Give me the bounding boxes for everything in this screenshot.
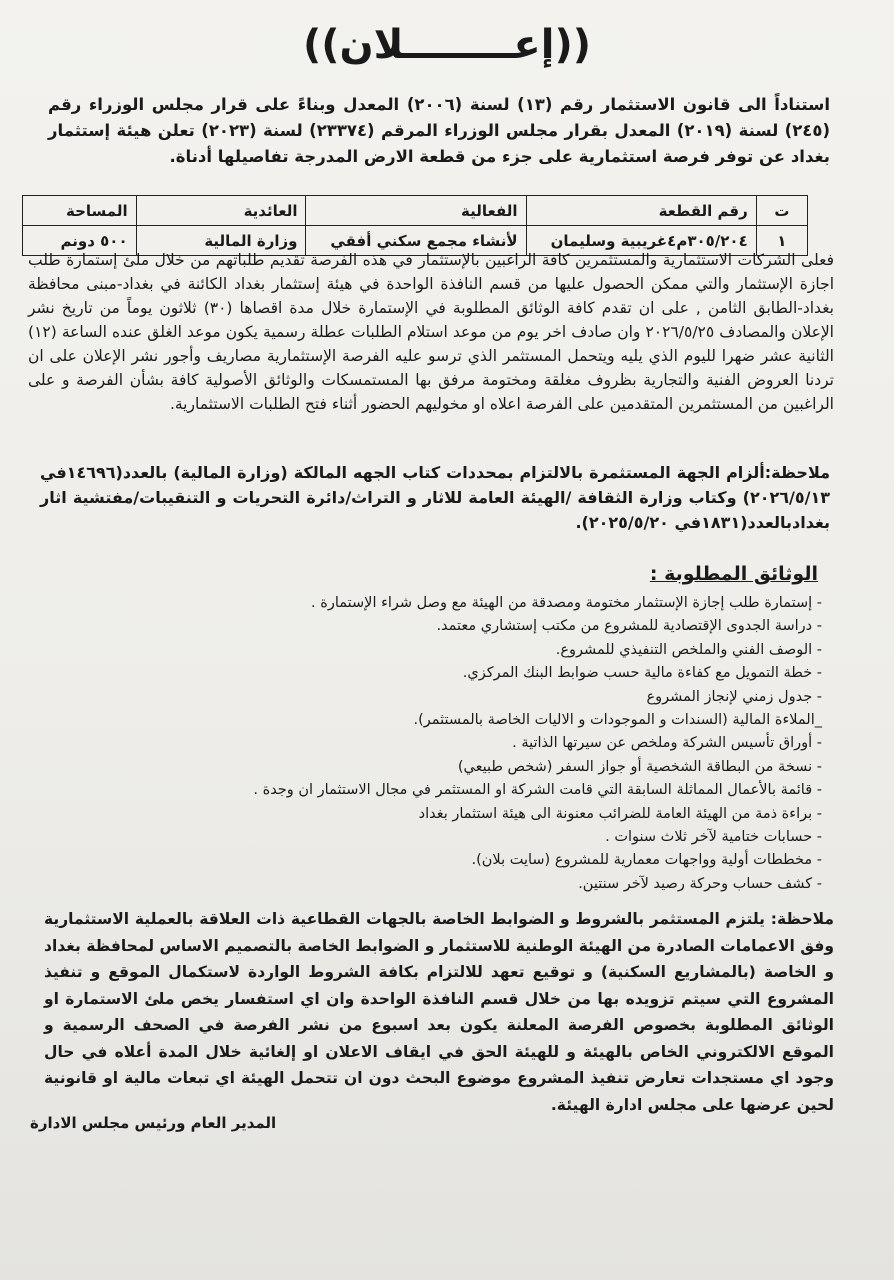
list-item: - جدول زمني لإنجاز المشروع (646, 688, 822, 705)
list-item: - نسخة من البطاقة الشخصية أو جواز السفر (شخص طبيعي) (457, 758, 822, 775)
submission-paragraph: فعلى الشركات الاستثمارية والمستثمرين كافة الراغبين بالإستثمار في هذه الفرصة تقديم طلباتهم من خلال ملئ إستمارة طلب اجازة الإستثمار والتي ممكن الحصول عليها من قسم النافذة الواحدة في هيئة إستثمار بغداد الكائنة في بغداد-مبنى محافظة بغداد-الطابق الثامن , على ان تقدم كافة الوثائق المطلوبة في الإستمارة خلال مدة اقصاها (٣٠) ثلاثون يوماً من تاريخ نشر الإعلان والمصادف ٢٠٢٦/٥/٢٥ وان صادف اخر يوم من موعد استلام الطلبات عطلة رسمية يكون موعد الغلق عنده الساعة (١٢) الثانية عشر ضهرا لليوم الذي يليه ويتحمل المستثمر الذي ترسو عليه الفرصة الإستثمارية مصاريف وأجور نشر الإعلان على ان تردنا العروض الفنية والتجارية بظروف مغلقة ومختومة مرفق بها المستمسكات والوثائق الأصولية كافة بشأن الفرصة و على الراغبين من المستثمرين المتقدمين على الفرصة اعلاه او مخوليهم الحضور أثناء فتح الطلبات الاستثمارية. (28, 251, 834, 413)
list-item: - حسابات ختامية لآخر ثلاث سنوات . (605, 829, 822, 846)
intro-paragraph: استناداً الى قانون الاستثمار رقم (١٣) لسنة (٢٠٠٦) المعدل وبناءً على قرار مجلس الوزراء رقم (٢٤٥) لسنة (٢٠١٩) المعدل بقرار مجلس الوزراء المرقم (٢٣٣٧٤) لسنة (٢٠٢٣) تعلن هيئة إستثمار بغداد عن توفر فرصة استثمارية على جزء من قطعة الارض المدرجة تفاصيلها أدناة. (48, 95, 830, 166)
note-ownership-requirements: ملاحظة:ألزام الجهة المستثمرة بالالتزام بمحددات كتاب الجهه المالكة (وزارة المالية) بالعدد(١٤٦٩٦في ٢٠٢٦/٥/١٣) وكتاب وزارة الثقافة /الهيئة العامة للاثار و التراث/دائرة التحريات و التنقيبات/مفتشية اثار بغدادبالعدد(١٨٣١في ٢٠٢٥/٥/٢٠). (40, 463, 830, 532)
header-ownership: العائدية (136, 196, 306, 226)
cell-activity: لأنشاء مجمع سكني أفقي (306, 226, 526, 256)
header-seq: ت (756, 196, 807, 226)
list-item: - كشف حساب وحركة رصيد لآخر سنتين. (578, 875, 822, 892)
list-item: _الملاءة المالية (السندات و الموجودات و الاليات الخاصة بالمستثمر). (413, 712, 822, 729)
table-header-row (23, 196, 808, 226)
list-item: - إستمارة طلب إجازة الإستثمار مختومة ومصدقة من الهيئة مع وصل شراء الإستمارة . (311, 595, 822, 611)
header-plot-number: رقم القطعة (526, 196, 756, 226)
required-documents-title: الوثائق المطلوبة : (649, 563, 818, 585)
list-item: - الوصف الفني والملخص التنفيذي للمشروع. (555, 641, 822, 658)
list-item: - مخططات أولية وواجهات معمارية للمشروع (سايت بلان). (471, 852, 822, 869)
cell-seq: ١ (756, 226, 807, 256)
cell-area: ٥٠٠ دونم (23, 226, 137, 256)
plot-table (22, 195, 808, 256)
list-item: - خطة التمويل مع كفاءة مالية حسب ضوابط البنك المركزي. (462, 665, 822, 682)
list-item: - دراسة الجدوى الإقتصادية للمشروع من مكتب إستشاري معتمد. (436, 618, 822, 635)
list-item: - أوراق تأسيس الشركة وملخص عن سيرتها الذاتية . (512, 735, 822, 752)
required-documents-list (62, 592, 822, 896)
header-activity: الفعالية (306, 196, 526, 226)
cell-ownership: وزارة المالية (136, 226, 306, 256)
list-item: - براءة ذمة من الهيئة العامة للضرائب معنونة الى هيئة استثمار بغداد (418, 805, 822, 822)
note-investor-obligations: ملاحظة: يلتزم المستثمر بالشروط و الضوابط الخاصة بالجهات القطاعية ذات العلاقة بالعملية الاستثمارية وفق الاعمامات الصادرة من الهيئة الوطنية للاستثمار و الضوابط الخاصة بالتصميم الاساس لمحافظة بغداد و الخاصة (بالمشاريع السكنية) و توقيع تعهد للالتزام بكافة الشروط الواردة لاستكمال الموقع و تنفيذ المشروع التي سيتم تزويده بها من خلال قسم النافذة الواحدة وان اي استفسار يخص ملئ الاستمارة او الوثائق المطلوبة بخصوص الفرصة المعلنة يكون بعد اسبوع من نشر الفرصة في الصحف الرسمية و الموقع الالكتروني الخاص بالهيئة و للهيئة الحق في ايقاف الاعلان او إلغائية خلال المدة أعلاه في حال وجود اي مستجدات تعارض تنفيذ المشروع موضوع البحث دون ان تتحمل الهيئة اي تبعات مالية او قانونية لحين عرضها على مجلس ادارة الهيئة. (44, 910, 834, 1114)
header-area: المساحة (23, 196, 137, 226)
announcement-title: ((إعــــــــلان)) (302, 22, 592, 68)
signature-line: المدير العام ورئيس مجلس الادارة (30, 1114, 277, 1132)
cell-plot-number: ٣٠٥/٢٠٤م٤غريبية وسليمان (526, 226, 756, 256)
list-item: - قائمة بالأعمال المماثلة السابقة التي قامت الشركة او المستثمر في مجال الاستثمار ان وجدة . (253, 782, 822, 799)
